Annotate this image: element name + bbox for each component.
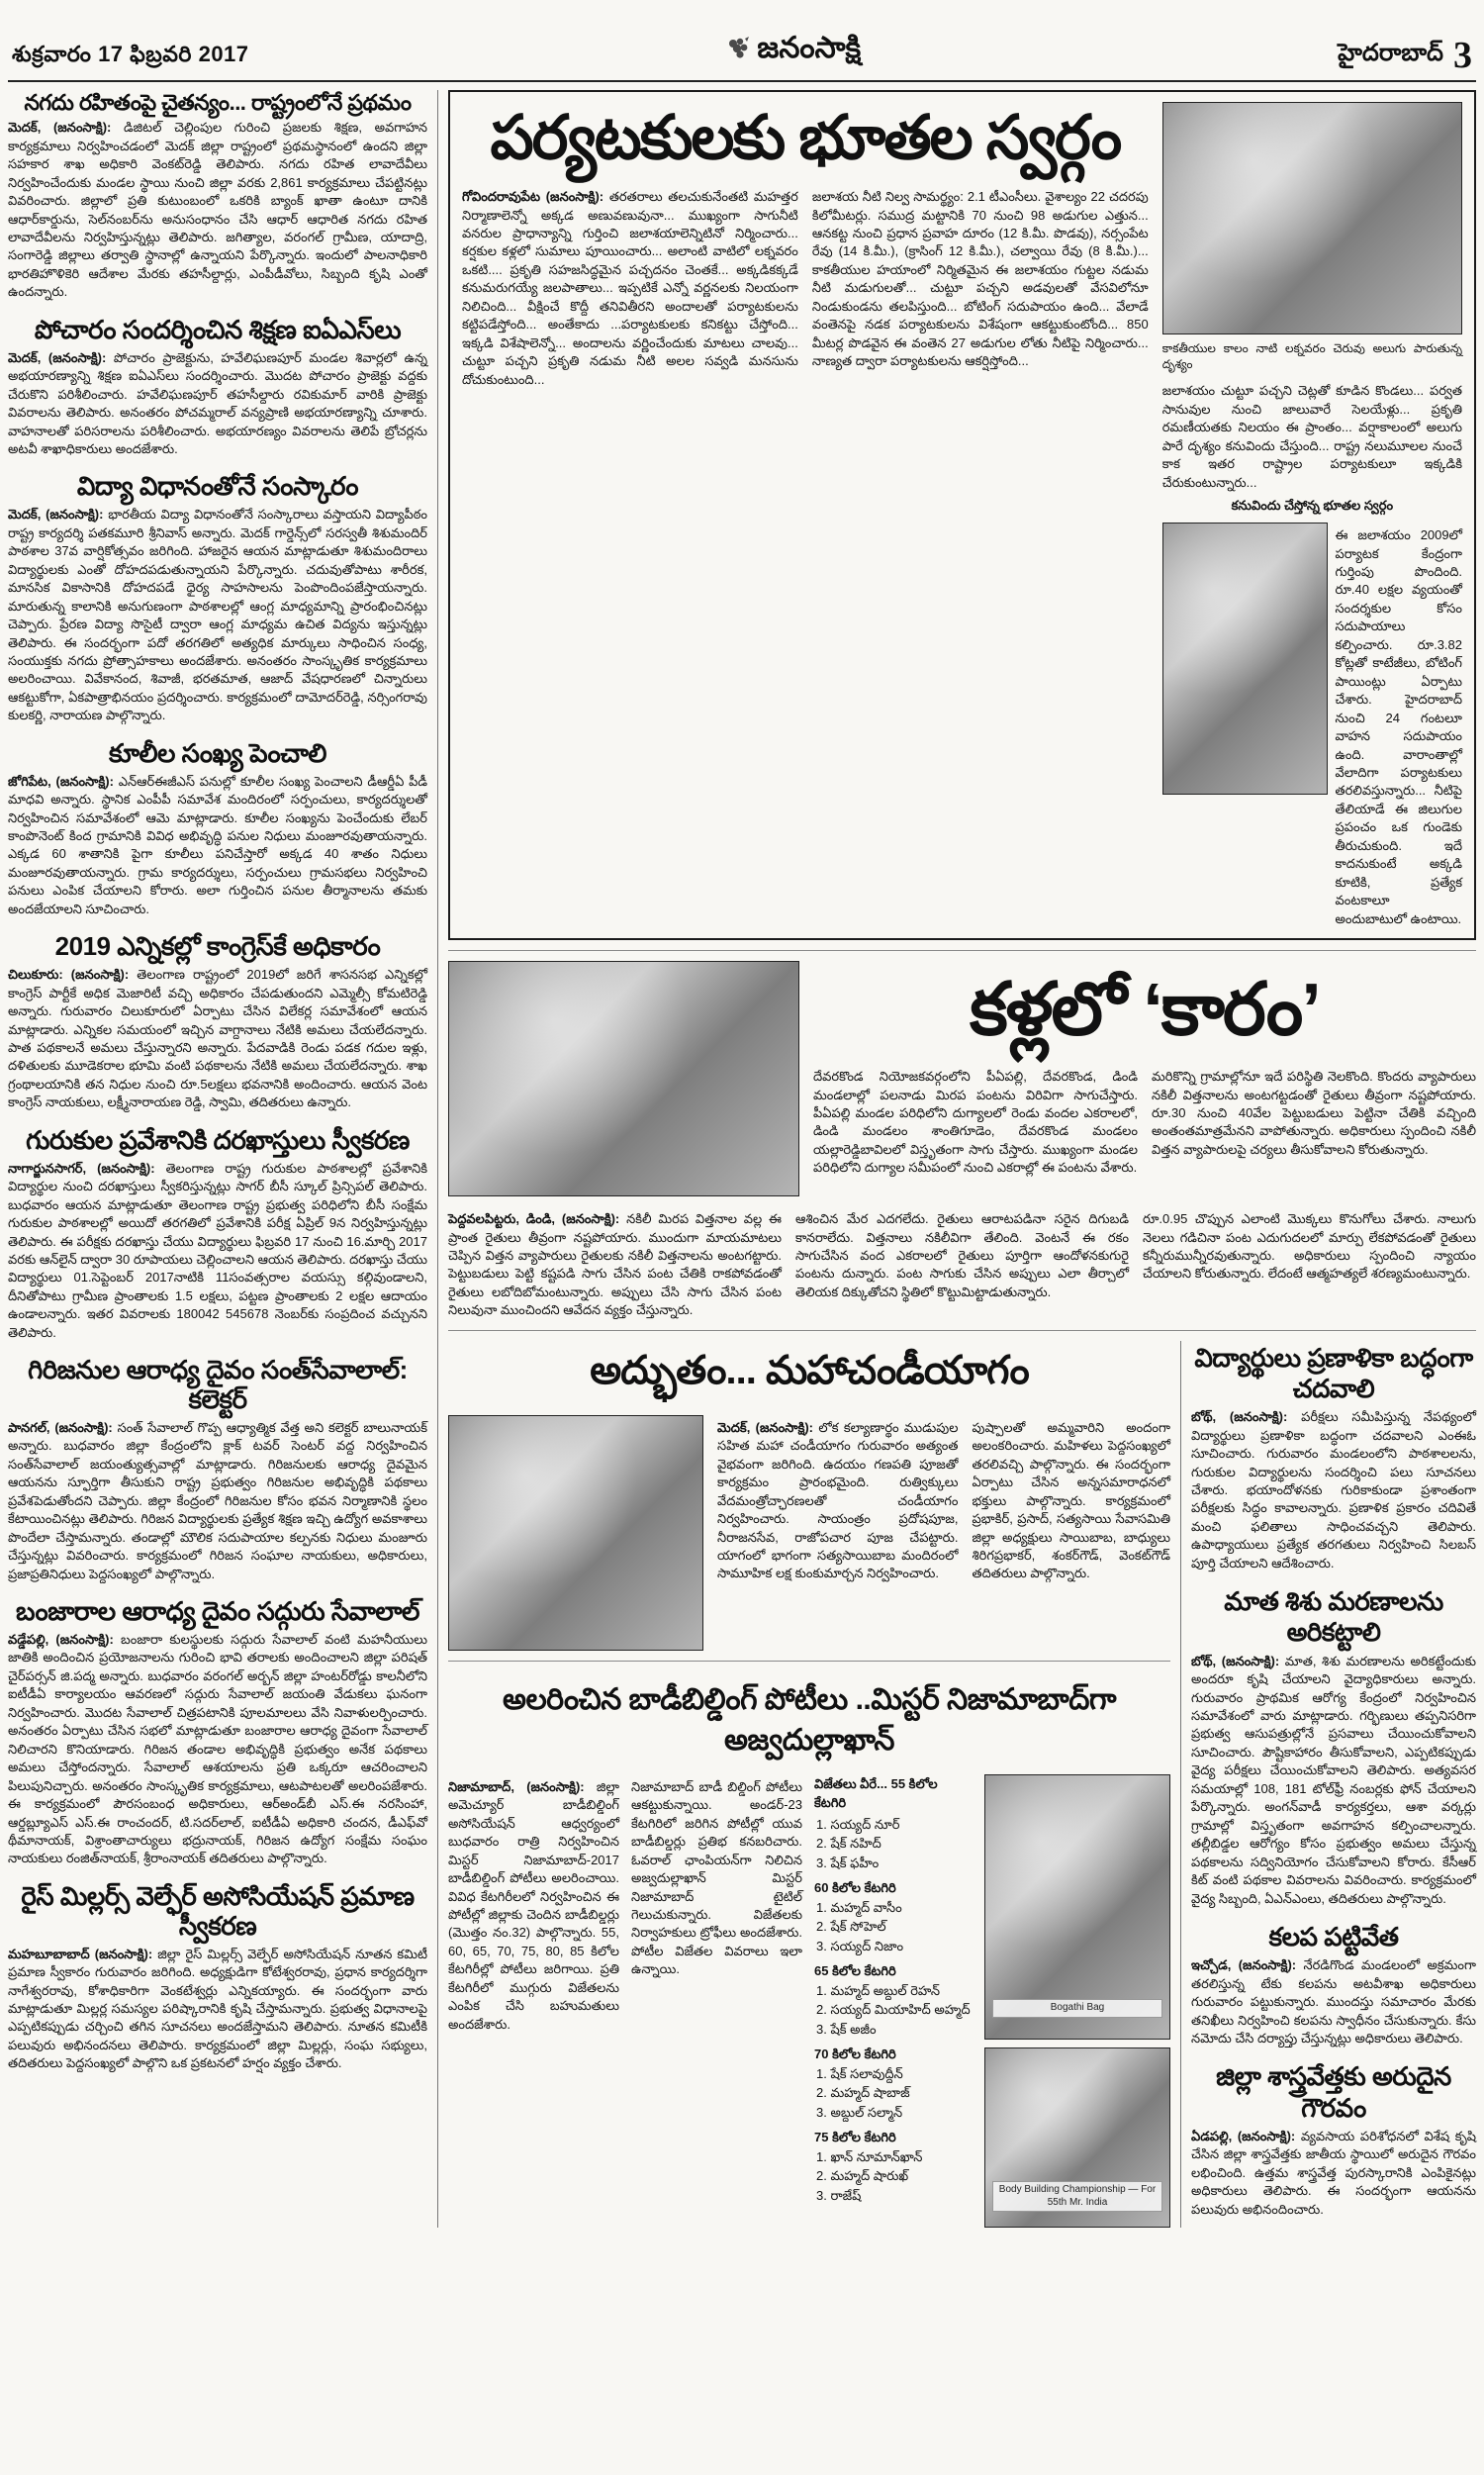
winners-category-75	[814, 2128, 973, 2205]
chilli-col-b: మరికొన్ని గ్రామాల్లోనూ ఇదే పరిస్థితి నెలకొంది. కొందరు వ్యాపారులు నకిలీ విత్తనాలను అంటగట్టడంతో రైతులు తీవ్రంగా నష్టపోయారు. రూ.30 నుంచి 40వేల పెట్టుబడులు పెట్టినా చేతికి వచ్చింది అంతంతమాత్రమేనని వాపోతున్నారు. అధికారులు స్పందించి నకిలీ విత్తన వ్యాపారులపై చర్యలు తీసుకోవాలని కోరుతున్నారు.	[1152, 1069, 1476, 1157]
dateline: మెదక్, (జనంసాక్షి):	[717, 1419, 814, 1435]
bodybuilding-story	[448, 1671, 1170, 2228]
article-pocharam-ias	[8, 316, 427, 459]
article-text: లోక కల్యాణార్థం ముడుపుల సహిత మహా చండీయాగం గురువారం అత్యంత వైభవంగా జరిగింది. ఉదయం గణపతి పూజతో కార్యక్రమం ప్రారంభమైంది. రుత్విక్కులు వేదమంత్రోచ్ఛారణలతో చండీయాగం నిర్వహించారు. సాయంత్రం ప్రదోషపూజ, నీరాజనసేవ, రాజోపచార పూజ చేపట్టారు. యాగంలో భాగంగా సత్యసాయిబాబ మందిరంలో సామూహిక లక్ష కుంకుమార్చన నిర్వహించారు.	[717, 1419, 959, 1581]
lead-story-left	[462, 102, 1149, 928]
section-divider	[448, 950, 1476, 951]
article-headline: బంజారాల ఆరాధ్య దైవం సద్గురు సేవాలాల్	[16, 1596, 419, 1627]
winner: 3. షేక్ అజీం	[816, 2021, 877, 2037]
category-label: 75 కిలోల కేటగిరి	[814, 2130, 896, 2145]
article-timber-seized	[1191, 1922, 1476, 2047]
yagam-story	[448, 1341, 1170, 1651]
dateline: మహబూబాబాద్ (జనంసాక్షి):	[8, 1946, 153, 1961]
bodybuilders-photo-2	[984, 2047, 1170, 2228]
article-text: ఎన్ఆర్ఈజీఎస్ పనుల్లో కూలీల సంఖ్య పెంచాలని డీఆర్డీఏ పీడీ మాధవి అన్నారు. స్థానిక ఎంపీపీ సమావేశ మందిరంలో సర్పంచులు, కార్యదర్శులతో నిర్వహించిన సమావేశంలో ఆమె మాట్లాడారు. కూలీల సంఖ్యను పెంచేందుకు లేబర్ కాంపొనెంట్ కింద గ్రామానికి వివిధ అభివృద్ధి పనుల నిధులు మంజూరవుతాయన్నారు. ఎక్కడ 60 శాతానికి పైగా కూలీలు పనిచేస్తారో అక్కడ 40 శాతం నిధులు మంజూరవుతాయన్నారు. గ్రామ కార్యదర్శులు, సర్పంచులు గ్రామసభలు నిర్వహించి పనులు ఎంపిక చేయాలని కోరారు. అలా గుర్తించిన పనుల తీర్మానాలను తమకు అందజేయాలని సూచించారు.	[8, 773, 427, 916]
stage-banner-text: Bogathi Bag	[992, 1999, 1161, 2018]
chilli-story	[448, 961, 1476, 1320]
article-text: నకిలీ మిరప విత్తనాల వల్ల ఈ ప్రాంత రైతులు తీవ్రంగా నష్టపోయారు. ముందుగా మాయమాటలు చెప్పిన విత్తన వ్యాపారులు రైతులకు నకిలీ విత్తనాలను అంటగట్టారు. పెట్టుబడులు పెట్టి కష్టపడి సాగు చేసిన పంట చేతికి రాకపోవడంతో రైతులు లబోదిబోమంటున్నారు. అప్పులు చేసి సాగు చేసిన పంట నిలువునా ముంచిందని ఆవేదన వ్యక్తం చేస్తున్నారు.	[448, 1211, 782, 1318]
masthead-logo-icon	[725, 36, 751, 69]
yagam-rangoli-photo	[448, 1415, 703, 1651]
winner: 3. రాజేష్	[816, 2187, 862, 2203]
main-column	[448, 90, 1476, 2228]
bodybuilding-headline: అలరించిన బాడీబిల్డింగ్ పోటీలు ..మిస్టర్ నిజామాబాద్‌గా అజ్వదుల్లాఖాన్	[502, 1682, 1117, 1757]
article-body	[8, 119, 427, 302]
dateline: బోథ్, (జనంసాక్షి):	[1191, 1653, 1280, 1668]
masthead-title: జనంసాక్షి	[757, 32, 862, 64]
winner: 1. సయ్యద్ నూర్	[816, 1816, 900, 1832]
lead-story-right	[1162, 102, 1462, 928]
article-congress-2019	[8, 932, 427, 1112]
article-text: భారతీయ విద్యా విధానంతోనే సంస్కారాలు వస్తాయని విద్యాపీఠం రాష్ట్ర కార్యదర్శి పతకమూరి శ్రీనివాస్ అన్నారు. మెదక్ గార్డెన్స్‌లో సరస్వతీ శిశుమందిర్ పాఠశాల 37వ వార్షికోత్సవం జరిగింది. హాజరైన ఆయన మాట్లాడుతూ శిశుమందిరాలు విద్యార్థులకు ఎంతో దోహదపడుతున్నాయని పేర్కొన్నారు. చదువుతోపాటు శారీరక, మానసిక వికాసానికి దోహదపడే ధైర్య సాహసాలను పెంపొందింపజేస్తాయన్నారు. మారుతున్న కాలానికి అనుగుణంగా పాఠశాలల్లో ఆంగ్ల మాధ్యమాన్ని ప్రారంభించినట్లు చెప్పారు. ప్రేరణ విద్యా సొసైటీ ద్వారా ఆంగ్ల మాధ్యమ ఉచిత విద్యను ఇస్తున్నట్లు తెలిపారు. ఈ సందర్భంగా పదో తరగతిలో అత్యధిక మార్కులు సాధించిన సంధ్య, సంయుక్తకు నగదు ప్రోత్సాహకాలు అందజేశారు. అనంతరం సాంస్కృతిక కార్యక్రమాలు అలరించాయి. వివేకానంద, శివాజీ, భరతమాత, ఆజాద్ వేషధారణలో చిన్నారులు ఆకట్టుకోగా, ఏకపాత్రాభినయం ప్రదర్శించారు. కార్యక్రమంలో దామోదర్‌రెడ్డి, నర్సింగరావు కులకర్ణి, నారాయణ పాల్గొన్నారు.	[8, 507, 427, 723]
lead-right-top-text: జలాశయం చుట్టూ పచ్చని చెట్లతో కూడిన కొండలు... పర్వత సానువుల నుంచి జాలువారే సెలయేళ్లు... ప్రకృతి రమణీయతకు నిలయం ఈ ప్రాంతం... వర్షాకాలంలో అలుగు పారే దృశ్యం కనువిందు చేస్తుంది... రాష్ట్ర నలుమూలల నుంచే కాక ఇతర రాష్ట్రాల పర్యాటకులూ ఇక్కడికి చేరుకుంటున్నారు...	[1161, 383, 1462, 490]
dateline: చిలుకూరు: (జనంసాక్షి):	[8, 967, 130, 983]
article-headline: 2019 ఎన్నికల్లో కాంగ్రెస్‌కే అధికారం	[54, 931, 381, 962]
dateline: మెదక్, (జనంసాక్షి):	[8, 120, 112, 136]
article-banjara-sevalal	[8, 1597, 427, 1868]
winners-title: విజేతలు వీరే... 55 కిలోల కేటగిరి	[814, 1775, 938, 1811]
page-header	[8, 8, 1476, 78]
edition-date: శుక్రవారం 17 ఫిబ్రవరి 2017	[12, 42, 249, 66]
column-divider	[437, 90, 438, 2228]
edition-city: హైదరాబాద్	[1338, 40, 1443, 66]
article-text: పోచారం ప్రాజెక్టును, హవేలిఘణపూర్ మండల శివార్లలో ఉన్న అభయారణ్యాన్ని శిక్షణ ఐఏఎస్‌లు సందర్శించారు. మొదట పోచారం ప్రాజెక్టు వద్దకు చేరుకొని పరిశీలించారు. హవేలిఘణపూర్ తహసీల్దారు రవికుమార్ వారికి ప్రాజెక్టు వివరాలను తెలిపారు. అనంతరం పోచమ్మరాల్ వన్యప్రాణి అభయారణ్యాన్ని చూశారు. వాహనాలతో పరిసరాలను పరిశీలించారు. అభయారణ్యం వివరాలను తెలిపే బ్రోచర్లను అటవీ శాఖాధికారులు అందజేశారు.	[8, 349, 427, 456]
article-body	[8, 773, 427, 919]
winner: 1. మహ్మద్ వాసీం	[816, 1899, 902, 1915]
article-headline: గురుకుల ప్రవేశానికి దరఖాస్తులు స్వీకరణ	[26, 1124, 410, 1155]
article-body	[8, 966, 427, 1112]
lead-story-box	[448, 90, 1476, 940]
section-divider	[448, 1661, 1170, 1662]
winner: 2. మహ్మద్ షాబాజ్	[816, 2085, 910, 2101]
article-headline: కలప పట్టివేత	[1268, 1921, 1399, 1951]
dateline: నిజామాబాద్, (జనంసాక్షి):	[448, 1778, 585, 1794]
yagam-col1	[717, 1419, 958, 1651]
chilli-story-right	[813, 961, 1476, 1196]
bridge-photo-caption: కనువిందు చేస్తోన్న భూతల స్వర్గం	[1231, 498, 1394, 514]
stage-banner-text: Body Building Championship — For 55th Mr. India	[992, 2181, 1161, 2212]
yagam-headline: అద్భుతం... మహాచండీయాగం	[590, 1348, 1029, 1392]
lead-right-bottom-text: ఈ జలాశయం 2009లో పర్యాటక కేంద్రంగా గుర్తింపు పొందింది. రూ.40 లక్షల వ్యయంతో సందర్శకుల కోసం సదుపాయాలు కల్పించారు. రూ.3.82 కోట్లతో కాటేజీలు, బోటింగ్ పాయింట్లు ఏర్పాటు చేశారు. హైదరాబాద్ నుంచి 24 గంటలూ వాహన సదుపాయం ఉంది. వారాంతాల్లో వేలాదిగా పర్యాటకులు తరలివస్తున్నారు... నీటిపై తేలియాడే ఈ జిలుగుల ప్రపంచం ఒక గుండెకు తీరుచుకుంది. ఇదే కాదనుకుంటే అక్కడి కూటికి, ప్రత్యేక వంటకాలూ అందుబాటులో ఉంటాయి.	[1335, 527, 1462, 926]
winner: 2. సయ్యద్ మియాహిద్ అహ్మద్	[816, 2002, 971, 2018]
article-gurukula-admissions	[8, 1126, 427, 1342]
winners-list	[814, 1774, 973, 2228]
winners-category-55	[814, 1815, 973, 1873]
article-scientist-honour	[1191, 2061, 1476, 2219]
winner: 3. అబ్దుల్ సల్మాన్	[816, 2104, 903, 2120]
article-body	[8, 349, 427, 459]
dateline: వడ్డేపల్లి, (జనంసాక్షి):	[8, 1631, 114, 1647]
article-text: బంజారా కులస్థులకు సద్గురు సేవాలాల్ వంటి మహనీయులు జాతికి అందించిన ప్రయోజనాలను గురించి భావి తరాలకు అందించాలని జిల్లా పరిషత్ చైర్‌పర్సన్ జి.పద్మ అన్నారు. బుధవారం వరంగల్ అర్బన్ జిల్లా హంటర్‌రోడ్డు కాలనీలోని ఐటీడీఏ కార్యాలయం ఆవరణలో సద్గురు సేవాలాల్ జయంతి వేడుకలు ఘనంగా నిర్వహించారు. మొదట సేవాలాల్ చిత్రపటానికి పూలమాలలు వేసి నివాళులర్పించారు. అనంతరం ఏర్పాటు చేసిన సభలో మాట్లాడుతూ బంజారాల ఆరాధ్య దైవంగా సేవాలాల్ నిలిచారని కొనియాడారు. గిరిజన తండాల అభివృద్ధికి ప్రభుత్వం అనేక పథకాలు అమలు చేస్తోందన్నారు. సేవాలాల్ ఆశయాలను ప్రతి ఒక్కరూ ఆచరించాలని పిలుపునిచ్చారు. అనంతరం సాంస్కృతిక కార్యక్రమాలు, ఆటపాటలతో అలరింపజేశారు. ఈ కార్యక్రమంలో పౌరసంబంధ అధికారులు, ఆర్అండ్‌బీ ఎస్.ఈ నరసింహా, ఆర్డబ్ల్యూఎస్ ఎస్.ఈ రాంచందర్, టి.సదర్‌లాల్, ఐటీడీఏ అధికారి చందన, డీఎఫ్‌వో థీమానాయక్, విశ్రాంతాచార్యులు భద్రునాయక్, గిరిజన ఉద్యోగ సంక్షేమ సంఘం నాయకులు రంజిత్‌నాయక్, శ్రీరాంనాయక్ తదితరులు పాల్గొన్నారు.	[8, 1631, 427, 1866]
dateline: మెదక్, (జనంసాక్షి):	[8, 349, 107, 365]
winners-category-60	[814, 1878, 973, 1955]
category-label: 65 కిలోల కేటగిరి	[814, 1963, 896, 1979]
article-body	[8, 506, 427, 724]
winners-category-70	[814, 2045, 973, 2122]
article-text: తెలంగాణ రాష్ట్ర గురుకుల పాఠశాలల్లో ప్రవేశానికి విద్యార్థుల నుంచి దరఖాస్తులు స్వీకరిస్తున్నట్లు సాగర్ బీసీ స్కూల్ ప్రిన్సిపల్ తెలిపారు. బుధవారం ఆయన మాట్లాడుతూ తెలంగాణ రాష్ట్ర ప్రభుత్వ పరిధిలోని బీసీ సంక్షేమ గురుకుల పాఠశాలల్లో అయిదో తరగతిలో ప్రవేశానికి పరీక్ష ఏప్రిల్ 9న నిర్వహిస్తున్నట్లు తెలిపారు. ఈ పరీక్షకు దరఖాస్తు చేయు విద్యార్థులు ఫిబ్రవరి 17 నుంచి 16.మార్చి 2017 వరకు ఆన్‌లైన్ ద్వారా 30 రూపాయలు చెల్లించాలని ఆయన తెలిపారు. దరఖాస్తు చేయు విద్యార్థులు 01.సెప్టెంబర్ 2017నాటికి 11సంవత్సరాల వయస్సు కల్గివుండాలని, దీనితోపాటు గ్రామీణ ప్రాంతాలకు 1.5 లక్షలు, పట్టణ ప్రాంతాలకు 2 లక్షల ఆదాయం ఉండాలన్నారు. ఇతర వివరాలకు 180042 545678 నెంబర్‌కు సంప్రదించ వచ్చునని తెలిపారు.	[8, 1160, 427, 1340]
chilli-headline: కళ్లలో ‘కారం’	[970, 968, 1320, 1051]
bodybuilders-photo-1	[984, 1774, 1170, 2040]
dateline: బోథ్, (జనంసాక్షి):	[1191, 1409, 1288, 1425]
article-text: సంత్ సేవాలాల్ గొప్ప ఆధ్యాత్మిక వేత్త అని కలెక్టర్ బాలునాయక్ అన్నారు. బుధవారం జిల్లా కేంద్రంలోని క్లాక్ టవర్ సెంటర్ వద్ద నిర్వహించిన సంత్‌సేవాలాల్ జయంత్యుత్సవాల్లో మాట్లాడారు. గిరిజనులకు ఆరాధ్య దైవమైన ఆయనను స్ఫూర్తిగా తీసుకుని రాష్ట్ర ప్రభుత్వం గిరిజనుల అభివృద్ధికి పథకాలు ప్రవేశపెడుతోందని చెప్పారు. జిల్లా కేంద్రంలో గిరిజనుల కోసం భవన నిర్మాణానికి స్థలం కేటాయించినట్లు తెలిపారు. గిరిజన విద్యార్థులకు ప్రత్యేక శిక్షణ ఇచ్చి ఉద్యోగ అవకాశాలు పొందేలా చేస్తామన్నారు. తండాల్లో మౌలిక సదుపాయాల కల్పనకు నిధులు మంజూరు చేస్తున్నట్లు వివరించారు. కార్యక్రమంలో గిరిజన సంఘాల నాయకులు, అధికారులు, ప్రజాప్రతినిధులు పెద్దసంఖ్యలో పాల్గొన్నారు.	[8, 1420, 427, 1581]
yagam-col2: పుష్పాలతో అమ్మవారిని అందంగా అలంకరించారు. మహిళలు పెద్దసంఖ్యలో తరలివచ్చి పాల్గొన్నారు. ఈ సందర్భంగా ఏర్పాటు చేసిన అన్నసమారాధనలో భక్తులు పాల్గొన్నారు. కార్యక్రమంలో ప్రభాకిర్, ప్రసాద్, సత్యసాయి సేవాసమితి జిల్లా అధ్యక్షులు సాయిబాబ, బాధ్యులు శిరిగప్రభాకర్, శంకర్‌గౌడ్, వెంకట్‌గౌడ్ తదితరులు పాల్గొన్నారు.	[972, 1419, 1170, 1581]
article-headline: విద్యా విధానంతోనే సంస్కారం	[76, 471, 359, 502]
bodybuilding-col2: నిజామాబాద్ బాడీ బిల్డింగ్ పోటీలు ఆకట్టుకున్నాయి. అండర్-23 కేటగిరిలో జరిగిన పోటీల్లో యువ బాడీబిల్డర్లు ప్రతిభ కనబరిచారు. ఓవరాల్ ఛాంపియన్‌గా నిలిచిన అజ్వదుల్లాఖాన్ మిస్టర్ నిజామాబాద్ టైటిల్ గెలుచుకున్నారు. విజేతలకు నిర్వాహకులు ట్రోఫీలు అందజేశారు. పోటీల విజేతల వివరాలు ఇలా ఉన్నాయి.	[631, 1778, 802, 1977]
category-label: 60 కిలోల కేటగిరి	[814, 1880, 896, 1896]
section-divider	[448, 1330, 1476, 1331]
winners-category-65	[814, 1961, 973, 2039]
dateline: నాగార్జునసాగర్, (జనంసాక్షి):	[8, 1160, 155, 1176]
article-education-values	[8, 472, 427, 724]
left-column	[8, 90, 427, 2228]
dam-photo	[1162, 102, 1462, 334]
lead-headline: పర్యటకులకు భూతల స్వర్గం	[490, 104, 1121, 172]
article-body	[1191, 2128, 1476, 2219]
chilli-field-photo	[448, 961, 799, 1196]
chilli-col-2: ఆశించిన మేర ఎదగలేదు. రైతులు ఆరాటపడినా సరైన దిగుబడి కానరాలేదు. విత్తనాలు నకిలీవిగా తేలింది. వెంటనే ఈ రకం సాగుచేసిన వంద ఎకరాలలో రైతులు పూర్తిగా ఆందోళనకుగురై పంటను దున్నారు. పంట సాగుకు చేసిన అప్పులు ఎలా తీర్చాలో తెలియక దిక్కుతోచని స్థితిలో కొట్టుమిట్టాడుతున్నారు.	[795, 1211, 1129, 1299]
masthead	[725, 32, 861, 72]
article-text: పరీక్షలు సమీపిస్తున్న నేపథ్యంలో విద్యార్థులు ప్రణాళికా బద్ధంగా చదవాలని ఎంఈఓ సూచించారు. గురువారం మండలంలోని పాఠశాలలను, గురుకుల విద్యార్థులను సందర్శించి పలు సూచనలు చేశారు. భయాందోళనకు గురికాకుండా ప్రశాంతంగా పరీక్షలకు సిద్ధం కావాలన్నారు. ప్రణాళిక ప్రకారం చదివితే మంచి ఫలితాలు సాధించవచ్చని తెలిపారు. ఉపాధ్యాయులు ప్రత్యేక తరగతులు నిర్వహించి సిలబస్ పూర్తి చేయాలని ఆదేశించారు.	[1191, 1409, 1476, 1571]
article-text: తెలంగాణ రాష్ట్రంలో 2019లో జరిగే శాసనసభ ఎన్నికల్లో కాంగ్రెస్ పార్టీకే అధిక మెజారిటీ వచ్చి అధికారం చేపడుతుందని ఎమ్మెల్సీ కోమటిరెడ్డి అన్నారు. గురువారం చిలుకూరులో ఏర్పాటు చేసిన విలేకర్ల సమావేశంలో ఆయన మాట్లాడారు. ఎన్నికల సమయంలో ఇచ్చిన వాగ్దానాలు నేటికి అమలు చేయలేదన్నారు. పాత పథకాలనే అమలు చేస్తున్నారని అన్నారు. పేదవాడికి రెండు పడక గదుల ఇళ్లు, దళితులకు మూడెకరాల భూమి వంటి పథకాలను నేటికి అమలు చేయలేదన్నారు. శాఖ గ్రంథాలయానికి తన నిధుల నుంచి రూ.5లక్షలు భవనానికి అందించారు. ఆయన వెంట కాంగ్రెస్ నాయకులు, లక్ష్మీనారాయణ రెడ్డి, స్వామి, తదితరులు ఉన్నారు.	[8, 967, 427, 1110]
article-text: నేరడిగొండ మండలంలో అక్రమంగా తరలిస్తున్న టేకు కలపను అటవీశాఖ అధికారులు గురువారం పట్టుకున్నారు. ముందస్తు సమాచారం మేరకు తనిఖీలు నిర్వహించి కలపను స్వాధీనం చేసుకున్నారు. కేసు నమోదు చేసి దర్యాప్తు చేస్తున్నట్లు అధికారులు తెలిపారు.	[1191, 1957, 1476, 2046]
article-headline: జిల్లా శాస్త్రవేత్తకు అరుదైన గౌరవం	[1216, 2061, 1451, 2123]
bodybuilding-photos	[984, 1774, 1170, 2228]
dateline: ఇచ్చోడ, (జనంసాక్షి):	[1191, 1957, 1297, 1973]
article-body	[8, 1419, 427, 1583]
bottom-main	[448, 1341, 1170, 2228]
dateline: పెద్దవలపిట్టరు, డిండి, (జనంసాక్షి):	[448, 1211, 620, 1227]
article-maternal-deaths	[1191, 1586, 1476, 1908]
article-headline: మాత శిశు మరణాలను అరికట్టాలి	[1224, 1586, 1443, 1648]
category-label: 70 కిలోల కేటగిరి	[814, 2047, 896, 2062]
winner: 3. షేక్ ఫహీం	[816, 1855, 880, 1870]
article-sevalal-collector	[8, 1356, 427, 1583]
city-and-page	[1338, 34, 1472, 76]
article-text: మాత, శిశు మరణాలను అరికట్టేందుకు అందరూ కృషి చేయాలని వైద్యాధికారులు అన్నారు. గురువారం ప్రాథమిక ఆరోగ్య కేంద్రంలో నిర్వహించిన సమావేశంలో వారు మాట్లాడారు. గర్భిణులు తప్పనిసరిగా ప్రభుత్వ ఆసుపత్రుల్లోనే ప్రసవాలు చేయించుకోవాలని సూచించారు. పౌష్టికాహారం తీసుకోవాలని, ఎప్పటికప్పుడు వైద్య పరీక్షలు చేయించుకోవాలని తెలిపారు. అత్యవసర సమయాల్లో 108, 181 టోల్‌ఫ్రీ నంబర్లకు ఫోన్ చేయాలని పేర్కొన్నారు. అంగన్‌వాడీ కార్యకర్తలు, ఆశా వర్కర్లు గ్రామాల్లో విస్తృతంగా అవగాహన కల్పించాలన్నారు. తల్లీబిడ్డల ఆరోగ్యం కోసం ప్రభుత్వం అమలు చేస్తున్న పథకాలను సద్వినియోగం చేసుకోవాలని కోరారు. కేసీఆర్ కిట్ వంటి పథకాల వివరాలను వివరించారు. కార్యక్రమంలో వైద్య సిబ్బంది, ఏఎన్ఎంలు, తదితరులు పాల్గొన్నారు.	[1191, 1653, 1476, 1906]
lead-col1	[462, 188, 798, 389]
article-body	[8, 1160, 427, 1343]
article-text: తరతరాలు తలచుకునేంతటి మహత్తర నిర్మాణాలెన్నో అక్కడ అణువణువునా... ముఖ్యంగా సాగునీటి వనరుల ప్రాధాన్యాన్ని గుర్తించి జలాశయాలెన్నిటినో నిర్మించారు... కర్షకుల కళ్లలో సుమాలు పూయించారు... అలాంటి వాటిలో లక్నవరం ఒకటి.... ప్రకృతి సహజసిద్ధమైన పచ్చదనం చెంతకే... అక్కడికక్కడే కనుమరుగయ్యే జలపాతాలు... ఇప్పటికే ఎన్నో వర్ణనలకు నిలయంగా నిలిచింది... వీక్షించే కొద్దీ తనివితీరని అందాలతో పర్యాటకులను కట్టిపడేస్తోంది... అంతేకాదు ...పర్యాటకులకు కనికట్టు చేస్తోంది... ఇక్కడి విశేషాలెన్నో... అందాలను వర్ణించేందుకు మాటలు చాలవు... చుట్టూ పచ్చని ప్రకృతి నడుమ నీటి అలల సవ్వడి మనసును దోచుకుంటుంది...	[462, 189, 798, 387]
bridge-photo	[1162, 523, 1328, 795]
article-students-plan	[1191, 1343, 1476, 1572]
right-sidebar	[1191, 1341, 1476, 2228]
winner: 1. మహ్మద్ అబ్దుల్ రెహన్	[816, 1982, 941, 1998]
article-headline: కూలీల సంఖ్య పెంచాలి	[109, 737, 326, 768]
article-increase-workers	[8, 739, 427, 919]
chilli-col-1	[448, 1210, 782, 1320]
dateline: ఏడపల్లి, (జనంసాక్షి):	[1191, 2128, 1296, 2143]
article-headline: పోచారం సందర్శించిన శిక్షణ ఐఏఎస్‌లు	[34, 314, 402, 344]
article-text: జిల్లా అమెచ్యూర్ బాడీబిల్డింగ్ అసోసియేషన్ ఆధ్వర్యంలో బుధవారం రాత్రి నిర్వహించిన మిస్టర్ నిజామాబాద్-2017 బాడీబిల్డింగ్ పోటీలు అలరించాయి. వివిధ కేటగిరీలలో నిర్వహించిన ఈ పోటీల్లో జిల్లాకు చెందిన బాడీబిల్డర్లు (మొత్తం నం.32) పాల్గొన్నారు. 55, 60, 65, 70, 75, 80, 85 కిలోల కేటగిరీల్లో పోటీలు జరిగాయి. ప్రతి కేటగిరీలో ముగ్గురు విజేతలను ఎంపిక చేసి బహుమతులు అందజేశారు.	[448, 1778, 619, 2032]
article-body	[8, 1631, 427, 1868]
chilli-col-3: రూ.0.95 చొప్పున ఎలాంటి మొక్కలు కొనుగోలు చేశారు. నాలుగు నెలలు గడిచినా పంట ఎదుగుదలలో మార్పు లేకపోవడంతో రైతులు కన్నీరుమున్నీరవుతున్నారు. అధికారులు స్పందించి న్యాయం చేయాలని కోరుతున్నారు. లేదంటే ఆత్మహత్యలే శరణ్యమంటున్నారు.	[1143, 1211, 1476, 1282]
page-number: 3	[1453, 34, 1472, 76]
article-body	[1191, 1653, 1476, 1908]
winner: 1. షేక్ సలావుద్దీన్	[816, 2065, 903, 2081]
article-headline: నగదు రహితంపై చైతన్యం... రాష్ట్రంలోనే ప్రథమం	[24, 90, 412, 115]
chilli-col-a: దేవరకొండ నియోజకవర్గంలోని పీఏపల్లి, దేవరకొండ, డిండి మండలాల్లో పలనాడు మిరప పంటను విరివిగా సాగుచేస్తారు. పీఏపల్లి మండల పరిధిలోని దుగ్యాలలో రెండు వందల ఎకరాలలో, డిండి మండలం శాంతిగూడెం, దేవరకొండ మండలం యల్లారెడ్డిబావిలలో విస్తృతంగా సాగు చేస్తారు. ముఖ్యంగా మండల పరిధిలోని దుగ్యాల సమీపంలో నుంచి ఎకరాల్లో ఈ పంటను వేశారు.	[813, 1069, 1138, 1176]
article-body	[1191, 1408, 1476, 1572]
article-text: డిజిటల్ చెల్లింపుల గురించి ప్రజలకు శిక్షణ, అవగాహన కార్యక్రమాలు నిర్వహించడంలో మెదక్ జిల్లా రాష్ట్రంలో ప్రథమస్థానంలో ఉందని జిల్లా సహకార శాఖ అధికారి వెంకట్‌రెడ్డి తెలిపారు. నగదు రహిత లావాదేవీలు నిర్వహించేందుకు మండల స్థాయి నుంచి జిల్లా వరకు 2,861 కార్యక్రమాలు చేపట్టినట్లు వివరించారు. జిల్లాలో ప్రతి కుటుంబంలో ఒకరికి బ్యాంక్ ఖాతా ఉంటూ దానికి ఆధార్‌కార్డును, సెల్‌నంబర్‌ను అనుసంధానం చేసి ఆధార్ ఆధారిత నగదు రహిత లావాదేవీలను నిర్వహిస్తున్నట్లు తెలిపారు. జగిత్యాల, వరంగల్ గ్రామీణ, యాదాద్రి, సంగారెడ్డి జిల్లాలు తర్వాతి స్థానాల్లో ఉన్నాయని పేర్కొన్నారు. ఇందులో పాలనాధికారి భారతిహొళికెరి ఆదేశాల మేరకు తహసీల్దార్లు, ఎంపీడీవోలు, సిబ్బంది కృషి ఎంతో ఉందన్నారు.	[8, 120, 427, 300]
article-text: వ్యవసాయ పరిశోధనలో విశేష కృషి చేసిన జిల్లా శాస్త్రవేత్తకు జాతీయ స్థాయిలో అరుదైన గౌరవం లభించింది. ఉత్తమ శాస్త్రవేత్త పురస్కారానికి ఎంపికైనట్లు అధికారులు తెలిపారు. ఈ సందర్భంగా ఆయనను పలువురు అభినందించారు.	[1191, 2128, 1476, 2217]
column-divider	[1180, 1341, 1181, 2228]
article-headline: గిరిజనుల ఆరాధ్య దైవం సంత్‌సేవాలాల్: కలెక్టర్	[28, 1355, 408, 1415]
article-headline: విద్యార్థులు ప్రణాళికా బద్ధంగా చదవాలి	[1194, 1342, 1473, 1403]
dateline: గోవిందరావుపేట (జనంసాక్షి):	[462, 189, 604, 205]
article-text: జిల్లా రైస్ మిల్లర్స్ వెల్ఫేర్ అసోసియేషన్ నూతన కమిటీ ప్రమాణ స్వీకారం గురువారం జరిగింది. అధ్యక్షుడిగా కోటేశ్వరరావు, ప్రధాన కార్యదర్శిగా నాగేశ్వరరావు, కోశాధికారిగా వెంకటేశ్వర్లు ఎన్నికయ్యారు. ఈ సందర్భంగా వారు మాట్లాడుతూ మిల్లర్ల సమస్యల పరిష్కారానికి కృషి చేస్తామన్నారు. ప్రభుత్వ విధానాలపై ఎప్పటికప్పుడు చర్చించి తగిన సూచనలు అందజేస్తామని తెలిపారు. నూతన కమిటీకి పలువురు అభినందనలు తెలిపారు. కార్యక్రమంలో జిల్లా మిల్లర్లు, సంఘ సభ్యులు, తదితరులు పెద్దసంఖ్యలో పాల్గొని ఒక ప్రకటనలో హర్షం వ్యక్తం చేశారు.	[8, 1946, 427, 2071]
winner: 1. ఖాన్ నూమాన్‌ఖాన్	[816, 2148, 923, 2164]
article-cashless	[8, 90, 427, 302]
header-rule	[8, 80, 1476, 82]
winner: 2. షేక్ సోహెల్	[816, 1919, 886, 1935]
article-body	[1191, 1956, 1476, 2047]
article-rice-millers	[8, 1882, 427, 2073]
winner: 3. సయ్యద్ నిజాం	[816, 1938, 904, 1953]
bodybuilding-col1	[448, 1778, 619, 2228]
lead-col2: జలాశయ నీటి నిల్వ సామర్థ్యం: 2.1 టీఎంసీలు. వైశాల్యం 22 చదరపు కిలోమీటర్లు. సముద్ర మట్టానికి 70 నుంచి 98 అడుగుల ఎత్తున... ఆనకట్ట నుంచి ప్రధాన ప్రవాహ దూరం (12 కి.మీ. పొడవు), నర్సంపేట రేవు (14 కి.మీ.), (క్రాసింగ్ 12 కి.మీ.), చల్వాయి రేవు (8 కి.మీ.)... కాకతీయుల హయాంలో నిర్మితమైన ఈ జలాశయం గుట్టల నడుమ నీటి మడుగులతో... చుట్టూ పచ్చని అడవులతో వేసవిలోనూ నిండుకుండను తలపిస్తుంది... బోటింగ్ సదుపాయం ఉంది... వేలాడే వంతెనపై నడక పర్యాటకులను విశేషంగా ఆకట్టుకుంటోంది... 850 మీటర్ల పొడవైన ఈ వంతెన 27 అడుగుల లోతు నీటిపై నిర్మించారు... నాణ్యత ద్వారా పర్యాటకులను ఆకర్షిస్తోంది...	[811, 189, 1149, 369]
dateline: జోగిపేట, (జనంసాక్షి):	[8, 773, 114, 789]
winner: 2. మహ్మద్ షారుఖ్	[816, 2168, 909, 2184]
dateline: పానగల్, (జనంసాక్షి):	[8, 1420, 113, 1435]
winner: 2. షేక్ నహిద్	[816, 1836, 881, 1852]
dateline: మెదక్, (జనంసాక్షి):	[8, 507, 104, 523]
dam-photo-caption: కాకతీయుల కాలం నాటి లక్నవరం చెరువు అలుగు పారుతున్న దృశ్యం	[1161, 341, 1462, 372]
article-headline: రైస్ మిల్లర్స్ వెల్ఫేర్ అసోసియేషన్ ప్రమాణ స్వీకరణ	[21, 1880, 415, 1941]
article-body	[8, 1946, 427, 2073]
